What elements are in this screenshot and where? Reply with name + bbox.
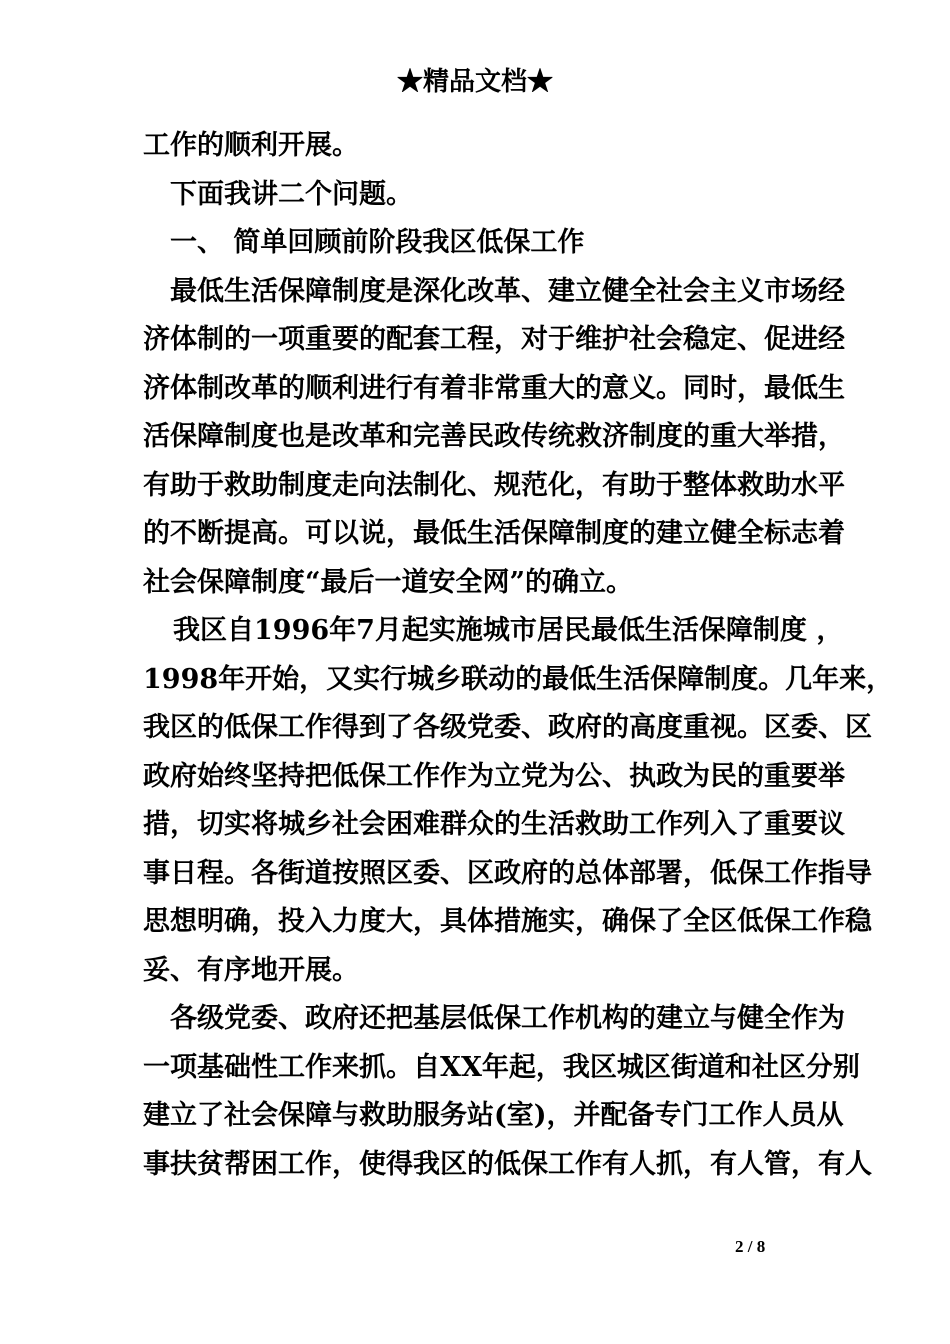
paragraph-line: 下面我讲二个问题。 [170, 178, 413, 210]
page-number: 2 / 8 [735, 1237, 766, 1256]
paragraph-line: 济体制改革的顺利进行有着非常重大的意义。同时，最低生 [143, 372, 845, 404]
section-heading: 一、 简单回顾前阶段我区低保工作 [170, 227, 585, 258]
paragraph-line: 1998年开始，又实行城乡联动的最低生活保障制度。几年来， [143, 663, 894, 695]
paragraph-line: 政府始终坚持把低保工作作为立党为公、执政为民的重要举 [143, 760, 845, 792]
paragraph-line: 的不断提高。可以说，最低生活保障制度的建立健全标志着 [143, 518, 845, 549]
paragraph-line: 事日程。各街道按照区委、区政府的总体部署，低保工作指导 [143, 857, 872, 889]
paragraph-line: 我区的低保工作得到了各级党委、政府的高度重视。区委、区 [143, 712, 872, 743]
paragraph-line: 有助于救助制度走向法制化、规范化，有助于整体救助水平 [143, 469, 845, 501]
paragraph-line: 各级党委、政府还把基层低保工作机构的建立与健全作为 [170, 1003, 845, 1034]
paragraph-line: 济体制的一项重要的配套工程，对于维护社会稳定、促进经 [143, 324, 845, 355]
paragraph-line: 思想明确，投入力度大，具体措施实，确保了全区低保工作稳 [143, 906, 872, 937]
document-body [143, 122, 894, 1189]
paragraph-line: 事扶贫帮困工作，使得我区的低保工作有人抓，有人管，有人 [143, 1148, 872, 1180]
document-header: ★精品文档★ [396, 67, 553, 97]
paragraph-line: 建立了社会保障与救助服务站(室)，并配备专门工作人员从 [143, 1100, 844, 1131]
paragraph-line: 社会保障制度“最后一道安全网”的确立。 [143, 566, 634, 598]
paragraph-line: 活保障制度也是改革和完善民政传统救济制度的重大举措， [143, 421, 845, 452]
paragraph-line: 工作的顺利开展。 [143, 130, 359, 161]
paragraph-line: 措，切实将城乡社会困难群众的生活救助工作列入了重要议 [143, 809, 845, 840]
paragraph-line: 一项基础性工作来抓。自XX年起，我区城区街道和社区分别 [143, 1051, 860, 1083]
paragraph-line: 妥、有序地开展。 [143, 954, 359, 986]
paragraph-line: 我区自1996年7月起实施城市居民最低生活保障制度 ， [173, 615, 844, 646]
paragraph-line: 最低生活保障制度是深化改革、建立健全社会主义市场经 [170, 275, 845, 307]
